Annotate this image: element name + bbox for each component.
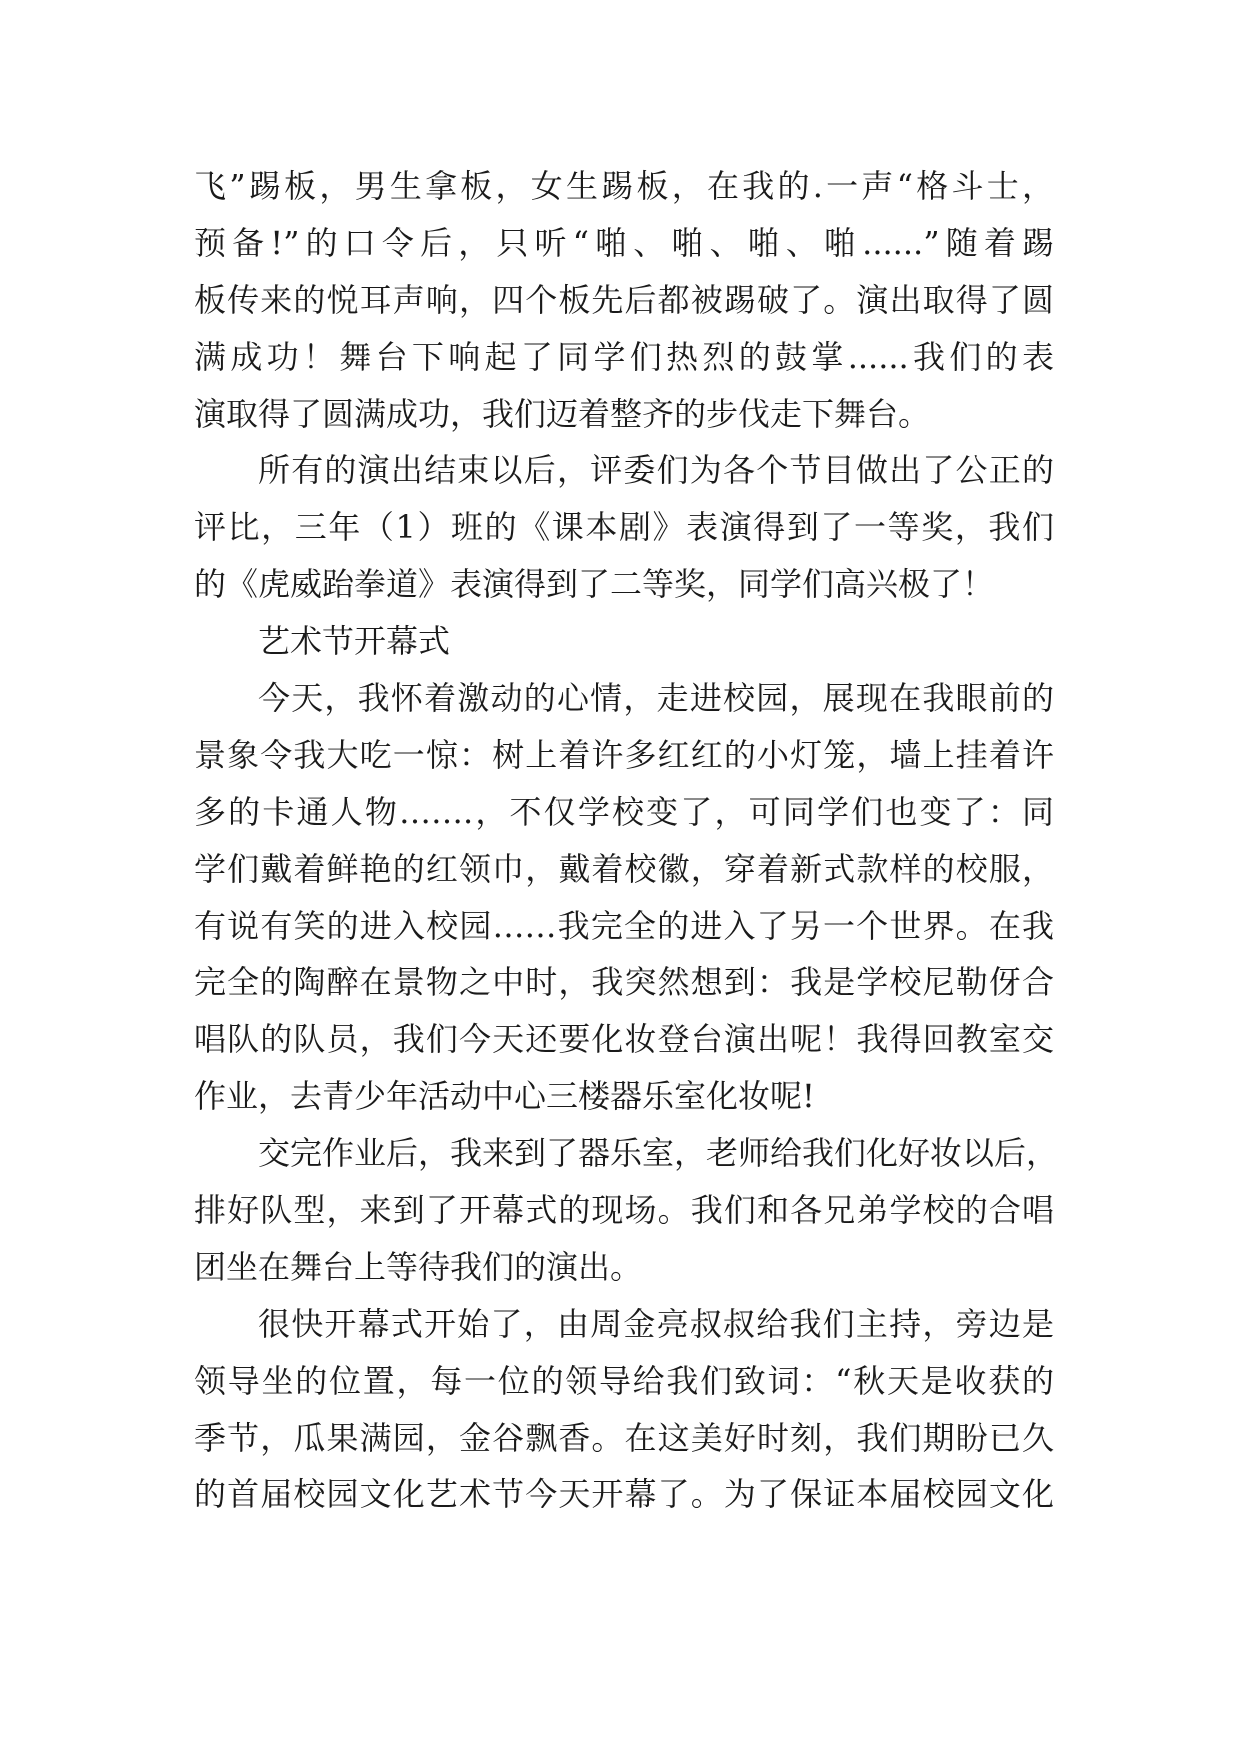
text-line: 排好队型，来到了开幕式的现场。我们和各兄弟学校的合唱 (194, 1191, 1054, 1230)
text-line: 的《虎威跆拳道》表演得到了二等奖，同学们高兴极了！ (194, 565, 995, 604)
text-line: 评比，三年（1）班的《课本剧》表演得到了一等奖，我们 (194, 508, 1054, 547)
text-line: 完全的陶醉在景物之中时，我突然想到：我是学校尼勒伢合 (194, 963, 1054, 1002)
text-line: 季节，瓜果满园，金谷飘香。在这美好时刻，我们期盼已久 (194, 1418, 1054, 1457)
text-line: 预备!”的口令后，只听“啪、啪、啪、啪......”随着踢 (194, 223, 1054, 262)
text-line: 满成功！舞台下响起了同学们热烈的鼓掌......我们的表 (194, 337, 1054, 376)
text-line: 有说有笑的进入校园……我完全的进入了另一个世界。在我 (194, 906, 1054, 945)
text-line: 飞”踢板，男生拿板，女生踢板，在我的.一声“格斗士， (194, 167, 1054, 205)
text-line: 景象令我大吃一惊：树上着许多红红的小灯笼，墙上挂着许 (194, 735, 1054, 774)
text-line: 今天，我怀着激动的心情，走进校园，展现在我眼前的 (258, 679, 1054, 718)
text-line: 很快开幕式开始了，由周金亮叔叔给我们主持，旁边是 (258, 1304, 1054, 1343)
text-line: 作业，去青少年活动中心三楼器乐室化妆呢! (194, 1077, 815, 1116)
text-line: 唱队的队员，我们今天还要化妆登台演出呢！我得回教室交 (194, 1020, 1054, 1059)
text-line: 多的卡通人物…….，不仅学校变了，可同学们也变了：同 (194, 792, 1054, 831)
text-line: 交完作业后，我来到了器乐室，老师给我们化好妆以后， (258, 1134, 1059, 1173)
section-heading: 艺术节开幕式 (258, 622, 451, 661)
text-line: 所有的演出结束以后，评委们为各个节目做出了公正的 (258, 451, 1054, 490)
text-line: 的首届校园文化艺术节今天开幕了。为了保证本届校园文化 (194, 1475, 1054, 1514)
text-line: 团坐在舞台上等待我们的演出。 (194, 1247, 643, 1286)
document-body (194, 158, 1059, 1523)
text-line: 演取得了圆满成功，我们迈着整齐的步伐走下舞台。 (194, 394, 931, 433)
text-line: 学们戴着鲜艳的红领巾，戴着校徽，穿着新式款样的校服， (194, 849, 1054, 888)
text-line: 板传来的悦耳声响，四个板先后都被踢破了。演出取得了圆 (194, 280, 1054, 319)
text-line: 领导坐的位置，每一位的领导给我们致词：“秋天是收获的 (194, 1361, 1054, 1400)
